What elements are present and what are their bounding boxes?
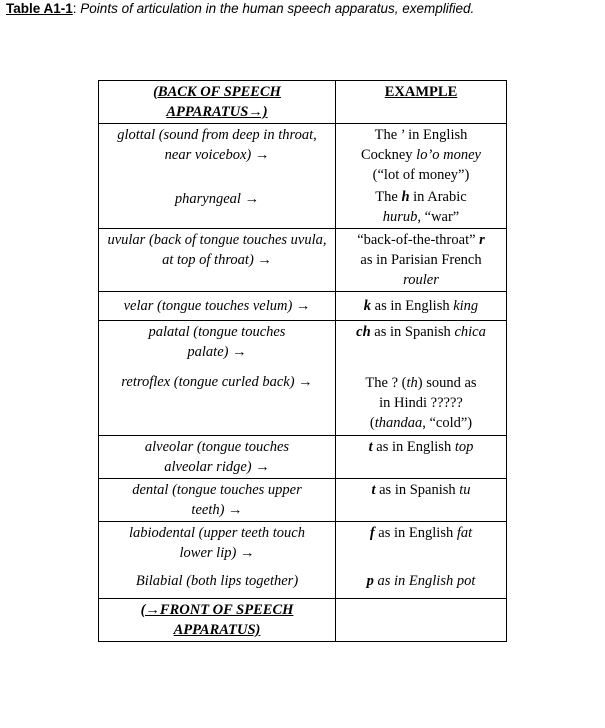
example-alveolar-b: as in English	[372, 439, 455, 455]
example-cell-dental	[336, 479, 507, 522]
table-caption	[6, 1, 474, 16]
example-glottal-line2: Cockney lo’o money	[361, 147, 481, 163]
footer-place-cell	[99, 599, 336, 642]
place-cell-palatal-retroflex	[99, 321, 336, 436]
place-cell-velar	[99, 292, 336, 321]
example-glottal-line3: (“lot of money”)	[372, 167, 470, 183]
footer-place-line1: (→FRONT OF SPEECH	[140, 602, 294, 618]
table-row	[99, 522, 507, 599]
footer-example-cell	[336, 599, 507, 642]
table-row	[99, 479, 507, 522]
example-bilabial: p as in English pot	[366, 573, 476, 589]
place-pharyngeal: pharyngeal →	[174, 191, 260, 207]
place-uvular: uvular (back of tongue touches uvula, at top of throat) →	[107, 232, 327, 268]
caption-title-end: exemplified.	[402, 1, 475, 16]
example-palatal: ch as in Spanish chica	[356, 324, 486, 340]
place-palatal: palatal (tongue touches palate) →	[148, 324, 286, 360]
place-alveolar: alveolar (tongue touches alveolar ridge) →	[144, 439, 290, 475]
header-place-line1: (BACK OF SPEECH	[153, 84, 281, 100]
example-alveolar-c: top	[454, 439, 474, 455]
example-cell-velar	[336, 292, 507, 321]
header-place-cell	[99, 81, 336, 124]
header-example: EXAMPLE	[384, 84, 458, 100]
caption-colon: :	[72, 1, 81, 16]
example-cell-palatal-retroflex	[336, 321, 507, 436]
example-dental-b: as in Spanish	[375, 482, 460, 498]
table-row	[99, 229, 507, 292]
place-labiodental: labiodental (upper teeth touch lower lip) →	[129, 525, 305, 561]
articulation-table	[98, 80, 507, 642]
example-pharyngeal-line1: The h in Arabic	[375, 189, 467, 205]
footer-place-line2: APPARATUS)	[173, 622, 261, 638]
table-row	[99, 436, 507, 479]
place-cell-front-group	[99, 522, 336, 599]
example-retroflex-line2: in Hindi ?????	[379, 395, 463, 411]
example-retroflex-line1: The ? (th) sound as	[365, 375, 477, 391]
header-place-line2: APPARATUS→)	[166, 104, 268, 120]
example-dental-a: t	[371, 482, 376, 498]
example-uvular-line2: as in Parisian French	[360, 252, 482, 268]
example-dental-c: tu	[459, 482, 471, 498]
place-velar: velar (tongue touches velum) →	[123, 298, 311, 314]
example-cell-uvular	[336, 229, 507, 292]
table-row	[99, 124, 507, 229]
table-row	[99, 292, 507, 321]
example-labiodental: f as in English fat	[369, 525, 473, 541]
example-retroflex-line3: (thandaa, “cold”)	[369, 415, 473, 431]
example-uvular-line1: “back-of-the-throat” r	[357, 232, 485, 248]
place-cell-uvular	[99, 229, 336, 292]
place-cell-back-group	[99, 124, 336, 229]
example-velar-c: king	[453, 298, 479, 314]
caption-title-italic: Points of articulation	[80, 1, 202, 16]
place-bilabial: Bilabial (both lips together)	[135, 573, 299, 589]
place-cell-alveolar	[99, 436, 336, 479]
table-row	[99, 321, 507, 436]
footer-row	[99, 599, 507, 642]
caption-title-mid: in the human speech apparatus,	[201, 1, 403, 16]
place-retroflex: retroflex (tongue curled back) →	[121, 374, 313, 390]
header-example-cell	[336, 81, 507, 124]
header-row	[99, 81, 507, 124]
place-dental: dental (tongue touches upper teeth) →	[132, 482, 302, 518]
example-cell-front-group	[336, 522, 507, 599]
caption-label: Table A1-1	[6, 1, 73, 16]
place-glottal: glottal (sound from deep in throat, near voicebox) →	[117, 127, 317, 163]
example-cell-back-group	[336, 124, 507, 229]
example-velar-b: as in English	[371, 298, 454, 314]
example-glottal-line1: The ’ in English	[374, 127, 468, 143]
example-cell-alveolar	[336, 436, 507, 479]
place-cell-dental	[99, 479, 336, 522]
example-pharyngeal-line2: hurub, “war”	[382, 209, 460, 225]
example-uvular-line3: rouler	[403, 272, 439, 288]
example-velar-a: k	[363, 298, 372, 314]
example-alveolar-a: t	[368, 439, 373, 455]
